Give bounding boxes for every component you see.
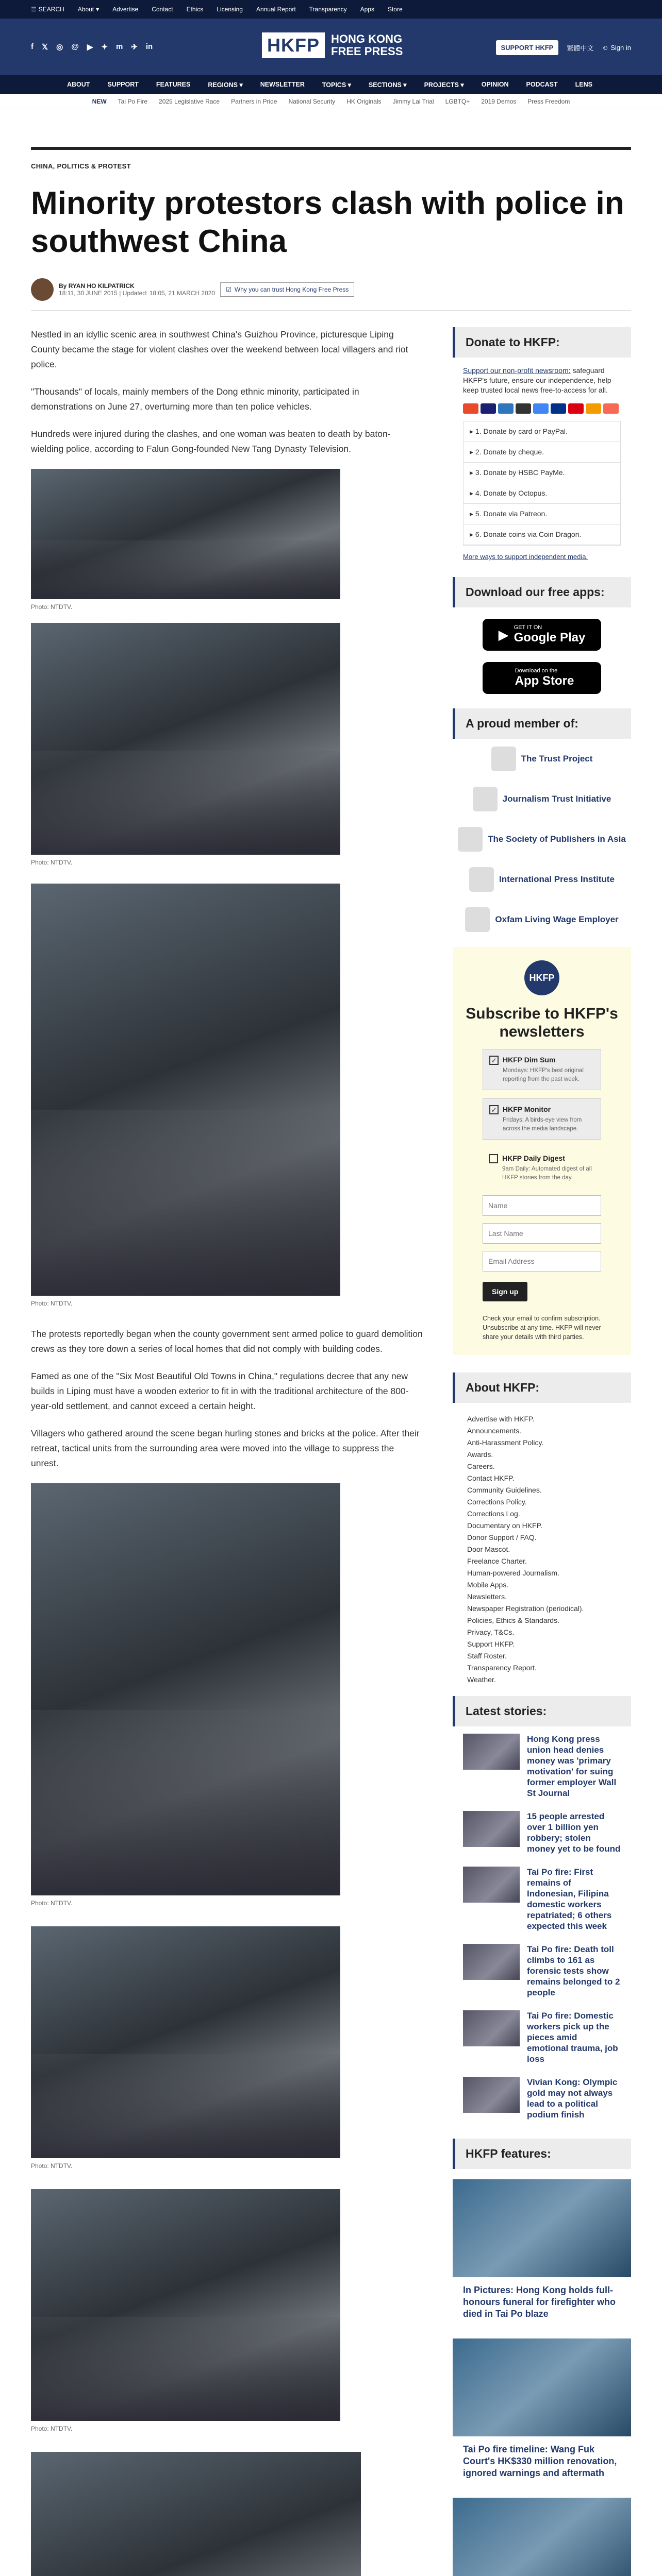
story-thumbnail[interactable] (463, 1811, 520, 1847)
apple-pay-icon (516, 403, 531, 414)
latest-story[interactable] (453, 1804, 631, 1859)
apps-heading: Download our free apps: (453, 577, 631, 607)
trending-item[interactable]: Tai Po Fire (118, 97, 148, 105)
divider (31, 310, 631, 311)
sidebar (453, 327, 631, 2576)
nav-projects[interactable]: PROJECTS ▾ (424, 81, 464, 89)
story-title[interactable]: Tai Po fire: Domestic workers pick up the pieces amid emotional trauma, job loss (527, 2011, 618, 2064)
sign-in-link[interactable]: ☺ Sign in (602, 44, 631, 52)
about-item[interactable]: Human-powered Journalism. (467, 1569, 559, 1577)
updated-date: Updated: 18:05, 21 MARCH 2020 (122, 290, 216, 297)
newsletter-note: Check your email to confirm subscription. Unsubscribe at any time. HKFP will never share your details with third parties. (483, 1315, 601, 1341)
latest-list (453, 1726, 631, 2125)
bluesky-icon[interactable]: ✦ (101, 43, 108, 52)
about-item[interactable]: Announcements. (467, 1427, 522, 1435)
paypal-icon (551, 403, 566, 414)
main-nav (0, 75, 662, 94)
about-item[interactable]: Newsletters. (467, 1592, 507, 1601)
about-item[interactable]: Door Mascot. (467, 1545, 510, 1553)
story-thumbnail[interactable] (463, 2077, 520, 2113)
latest-story[interactable] (453, 2003, 631, 2070)
member-trust-project[interactable]: The Trust Project (453, 739, 631, 779)
trust-badge[interactable]: ☑ Why you can trust Hong Kong Free Press (220, 282, 354, 297)
octopus-icon (586, 403, 601, 414)
title-rule (31, 147, 631, 150)
donate-heading: Donate to HKFP: (453, 327, 631, 358)
about-list (453, 1403, 631, 1696)
feature-title[interactable]: Tai Po fire timeline: Wang Fuk Court's HK$330 million renovation, ignored warnings and aftermath (463, 2444, 617, 2478)
donate-option[interactable]: ▸ 2. Donate by cheque. (464, 442, 620, 463)
article-title: Minority protestors clash with police in southwest China (31, 185, 624, 259)
patreon-icon (603, 403, 619, 414)
story-thumbnail[interactable] (463, 1944, 520, 1980)
photo-caption: Photo: NTDTV. (31, 1900, 73, 1907)
about-item[interactable]: Corrections Log. (467, 1510, 520, 1518)
article-paragraph: The protests reportedly began when the county government sent armed police to guard demolition crews as they tore down a series of local homes that did not comply with building codes. (31, 1329, 423, 1354)
amex-icon (498, 403, 514, 414)
feature-title[interactable]: In Pictures: Hong Kong holds full-honours funeral for firefighter who died in Tai Po blaze (463, 2285, 616, 2319)
article-paragraph: Hundreds were injured during the clashes, and one woman was beaten to death by baton-wielding police, according to Falun Gong-founded New Tang Dynasty Television. (31, 429, 391, 454)
article-category[interactable]: CHINA, POLITICS & PROTEST (31, 162, 131, 170)
trending-item[interactable]: Jimmy Lai Trial (392, 97, 434, 105)
telegram-icon[interactable]: ✈ (131, 43, 138, 52)
article-paragraph: "Thousands" of locals, mainly members of the Dong ethnic minority, participated in demonstrations on June 27, overturning more than ten police vehicles. (31, 386, 359, 412)
sopa-logo (458, 827, 483, 852)
header-actions (496, 40, 632, 55)
latest-story[interactable] (453, 1726, 631, 1804)
trust-project-logo (491, 747, 516, 771)
about-item[interactable]: Privacy, T&Cs. (467, 1628, 515, 1636)
about-item[interactable]: Anti-Harassment Policy. (467, 1438, 544, 1447)
trending-label: NEW (92, 97, 107, 105)
trending-item[interactable]: Press Freedom (527, 97, 570, 105)
google-play-button[interactable]: ▶ GET IT ON Google Play (483, 619, 601, 651)
member-ipi[interactable]: International Press Institute (453, 859, 631, 900)
member-heading: A proud member of: (453, 708, 631, 739)
nav-podcast[interactable]: PODCAST (526, 81, 558, 88)
article-photo (31, 884, 340, 1296)
trending-item[interactable]: LGBTQ+ (445, 97, 470, 105)
about-item[interactable]: Policies, Ethics & Standards. (467, 1616, 559, 1624)
social-links (31, 42, 153, 52)
nav-about[interactable]: ABOUT (67, 81, 90, 88)
article-photo (31, 2189, 340, 2421)
about-item[interactable]: Weather. (467, 1675, 496, 1684)
byline: By RYAN HO KILPATRICK 18:11, 30 JUNE 2015 | Updated: 18:05, 21 MARCH 2020 ☑ Why you can trust Hong Kong Free Press (31, 278, 631, 301)
contact-link[interactable]: Contact (152, 6, 173, 13)
nav-support[interactable]: SUPPORT (107, 81, 139, 88)
photo-caption: Photo: NTDTV. (31, 1300, 73, 1307)
nav-lens[interactable]: LENS (575, 81, 592, 88)
about-heading: About HKFP: (453, 1372, 631, 1403)
checkbox[interactable]: ✓ (489, 1105, 499, 1114)
feature-image[interactable] (453, 2498, 631, 2576)
donate-link[interactable]: Support our non-profit newsroom: (463, 366, 571, 375)
trending-item[interactable]: National Security (288, 97, 336, 105)
about-item[interactable]: Awards. (467, 1450, 493, 1459)
donate-options (463, 421, 621, 546)
photo-caption: Photo: NTDTV. (31, 2162, 73, 2170)
ipi-logo (469, 867, 494, 892)
mastercard-icon (463, 403, 478, 414)
nav-features[interactable]: FEATURES (156, 81, 191, 88)
threads-icon[interactable]: @ (71, 42, 79, 51)
user-icon: ☺ (602, 44, 611, 52)
story-title[interactable]: 15 people arrested over 1 billion yen robbery; stolen money yet to be found (527, 1811, 621, 1854)
newsletter-option[interactable]: HKFP Daily Digest 9am Daily: Automated digest of all HKFP stories from the day. (483, 1148, 601, 1188)
mastodon-icon[interactable]: m (115, 42, 123, 51)
article-photo (31, 623, 340, 855)
trending-item[interactable]: HK Originals (346, 97, 382, 105)
about-item[interactable]: Corrections Policy. (467, 1498, 527, 1506)
article-body (31, 327, 423, 2576)
newsletter-title: Subscribe to HKFP's newsletters (466, 1005, 618, 1040)
advertise-link[interactable]: Advertise (112, 6, 139, 13)
article-paragraph: Villagers who gathered around the scene began hurling stones and bricks at the police. After their retreat, tactical units from the surrounding area were moved into the village to suppress the unrest. (31, 1428, 420, 1468)
payment-cards (453, 403, 631, 414)
youtube-icon[interactable]: ▶ (87, 43, 93, 52)
last-name-field[interactable]: Last Name (483, 1223, 601, 1244)
google-play-icon: ▶ (498, 626, 509, 642)
donate-option[interactable]: ▸ 1. Donate by card or PayPal. (464, 421, 620, 442)
donate-option[interactable]: ▸ 4. Donate by Octopus. (464, 483, 620, 504)
about-item[interactable]: Donor Support / FAQ. (467, 1533, 537, 1541)
name-field[interactable]: Name (483, 1195, 601, 1216)
oxfam-logo (465, 907, 490, 932)
story-title[interactable]: Vivian Kong: Olympic gold may not always lead to a political podium finish (527, 2077, 618, 2120)
about-item[interactable]: Careers. (467, 1462, 495, 1470)
features-heading: HKFP features: (453, 2139, 631, 2169)
chevron-down-icon: ▾ (96, 6, 100, 13)
photo-caption: Photo: NTDTV. (31, 603, 73, 611)
main-content (31, 131, 631, 2478)
article-photo (31, 2452, 361, 2576)
trust-icon: ☑ (226, 286, 231, 293)
support-button[interactable]: SUPPORT HKFP (496, 40, 559, 55)
nav-topics[interactable]: TOPICS ▾ (322, 81, 351, 89)
story-thumbnail[interactable] (463, 1734, 520, 1770)
trending-item[interactable]: 2025 Legislative Race (159, 97, 220, 105)
feature-image[interactable] (453, 2179, 631, 2277)
publish-date: 18:11, 30 JUNE 2015 (59, 290, 118, 297)
donate-text: Support our non-profit newsroom: safeguard HKFP's future, ensure our independence, help keep trusted local news free-to-access for all. (463, 366, 611, 394)
about-item[interactable]: Staff Roster. (467, 1652, 507, 1660)
about-item[interactable]: Newspaper Registration (periodical). (467, 1604, 584, 1613)
about-item[interactable]: Advertise with HKFP. (467, 1415, 535, 1423)
story-title[interactable]: Tai Po fire: Death toll climbs to 161 as forensic tests show remains belonged to 2 people (527, 1944, 620, 1997)
app-store-button[interactable]: Download on the App Store (483, 662, 601, 694)
licensing-link[interactable]: Licensing (217, 6, 243, 13)
jti-logo (473, 787, 498, 811)
photo-caption: Photo: NTDTV. (31, 859, 73, 866)
feature-image[interactable] (453, 2338, 631, 2436)
store-link[interactable]: Store (387, 6, 403, 13)
article-paragraph: Nestled in an idyllic scenic area in southwest China's Guizhou Province, picturesque Liping County became the stage for violent clashes over the weekend between local villagers and riot police. (31, 329, 408, 369)
about-item[interactable]: Community Guidelines. (467, 1486, 542, 1494)
donate-option[interactable]: ▸ 6. Donate coins via Coin Dragon. (464, 524, 620, 545)
sign-up-button[interactable]: Sign up (483, 1282, 527, 1301)
about-item[interactable]: Transparency Report. (467, 1664, 537, 1672)
article-paragraph: Famed as one of the "Six Most Beautiful Old Towns in China," regulations decree that any new builds in Liping must have a wooden exterior to fit in with the traditional architecture of the 800-year-old settlement, and cannot exceed a certain height. (31, 1371, 409, 1411)
newsletter-option[interactable]: ✓ HKFP Monitor Fridays: A birds-eye view from across the media landscape. (483, 1098, 601, 1140)
instagram-icon[interactable]: ◎ (56, 43, 63, 52)
story-thumbnail[interactable] (463, 1867, 520, 1903)
author-avatar (31, 278, 54, 301)
search-link[interactable]: ☰ SEARCH (31, 6, 64, 13)
more-ways-link[interactable]: More ways to support independent media. (463, 553, 588, 561)
latest-story[interactable] (453, 1937, 631, 2003)
donate-option[interactable]: ▸ 3. Donate by HSBC PayMe. (464, 463, 620, 483)
trending-item[interactable]: Partners in Pride (231, 97, 277, 105)
newsletter-logo: HKFP (524, 960, 559, 995)
language-link[interactable]: 繁體中文 (567, 44, 594, 52)
newsletter-option[interactable]: ✓ HKFP Dim Sum Mondays: HKFP's best original reporting from the past week. (483, 1049, 601, 1090)
checkbox[interactable] (489, 1154, 498, 1163)
photo-caption: Photo: NTDTV. (31, 2425, 73, 2432)
apps-link[interactable]: Apps (360, 6, 374, 13)
about-item[interactable]: Contact HKFP. (467, 1474, 515, 1482)
latest-story[interactable] (453, 1859, 631, 1937)
trending-item[interactable]: 2019 Demos (481, 97, 517, 105)
member-oxfam[interactable]: Oxfam Living Wage Employer (453, 900, 631, 940)
article-photo (31, 1926, 340, 2158)
latest-story[interactable] (453, 2070, 631, 2125)
story-thumbnail[interactable] (463, 2010, 520, 2046)
nav-sections[interactable]: SECTIONS ▾ (368, 81, 407, 89)
about-item[interactable]: Documentary on HKFP. (467, 1521, 543, 1530)
article-photo (31, 469, 340, 599)
hsbc-icon (568, 403, 584, 414)
visa-icon (481, 403, 496, 414)
annual-report-link[interactable]: Annual Report (256, 6, 296, 13)
site-header (0, 19, 662, 75)
about-item[interactable]: Mobile Apps. (467, 1581, 509, 1589)
linkedin-icon[interactable]: in (145, 42, 153, 51)
nav-newsletter[interactable]: NEWSLETTER (260, 81, 305, 88)
facebook-icon[interactable]: f (31, 42, 34, 51)
top-utility-bar (0, 0, 662, 19)
feature-story[interactable] (453, 2169, 631, 2328)
feature-story[interactable] (453, 2487, 631, 2576)
feature-story[interactable] (453, 2328, 631, 2487)
author-name[interactable]: By RYAN HO KILPATRICK (59, 282, 135, 290)
story-title[interactable]: Tai Po fire: First remains of Indonesian, Filipina domestic workers repatriated; 6 others expected this week (527, 1867, 612, 1931)
member-jti[interactable]: Journalism Trust Initiative (453, 779, 631, 819)
about-item[interactable]: Support HKFP. (467, 1640, 515, 1648)
nav-opinion[interactable]: OPINION (481, 81, 509, 88)
about-item[interactable]: Freelance Charter. (467, 1557, 527, 1565)
about-link[interactable]: About ▾ (77, 6, 100, 13)
member-sopa[interactable]: The Society of Publishers in Asia (453, 819, 631, 859)
checkbox[interactable]: ✓ (489, 1056, 499, 1065)
google-pay-icon (533, 403, 549, 414)
features-list (453, 2169, 631, 2576)
transparency-link[interactable]: Transparency (309, 6, 347, 13)
nav-regions[interactable]: REGIONS ▾ (208, 81, 243, 89)
latest-heading: Latest stories: (453, 1696, 631, 1726)
twitter-icon[interactable]: 𝕏 (42, 43, 48, 52)
menu-icon: ☰ (31, 6, 37, 13)
site-logo[interactable]: HKFP HONG KONG FREE PRESS (262, 32, 403, 58)
ethics-link[interactable]: Ethics (186, 6, 204, 13)
trending-bar (0, 94, 662, 109)
donate-option[interactable]: ▸ 5. Donate via Patreon. (464, 504, 620, 524)
newsletter-box (453, 947, 631, 1355)
email-field[interactable]: Email Address (483, 1251, 601, 1272)
story-title[interactable]: Hong Kong press union head denies money was 'primary motivation' for suing former employer Wall St Journal (527, 1734, 617, 1798)
article-photo (31, 1483, 340, 1895)
